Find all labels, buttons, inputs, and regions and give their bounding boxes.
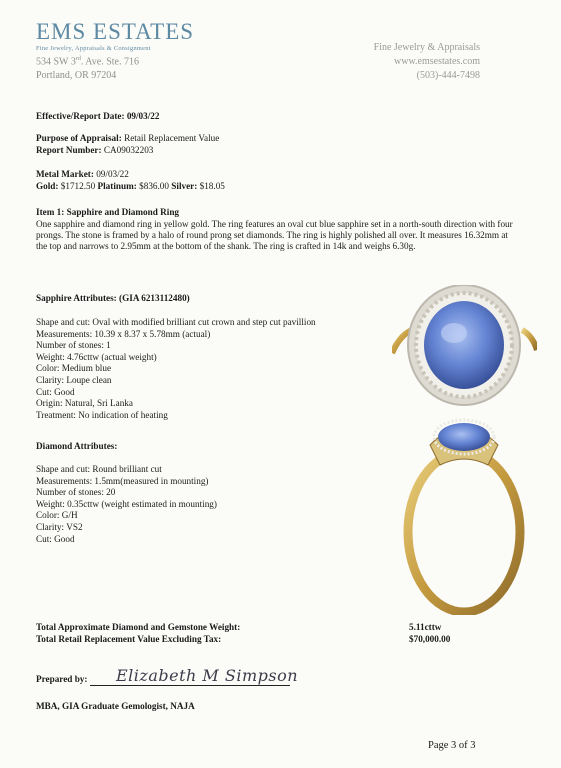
diamond-attribute: Clarity: VS2 [36, 522, 83, 532]
metal-market: Metal Market: 09/03/22 [36, 169, 129, 179]
prepared-by-label: Prepared by: [36, 674, 88, 684]
sapphire-attribute: Weight: 4.76cttw (actual weight) [36, 351, 157, 362]
page-number: Page 3 of 3 [428, 740, 476, 751]
header-phone: (503)-444-7498 [416, 70, 480, 81]
total-weight-value: 5.11cttw [409, 622, 442, 632]
sapphire-attribute: Clarity: Loupe clean [36, 375, 112, 385]
sapphire-attribute: Treatment: No indication of heating [36, 409, 168, 420]
diamond-attribute: Weight: 0.35cttw (weight estimated in mounting) [36, 498, 217, 509]
total-value-label: Total Retail Replacement Value Excluding Tax: [36, 634, 222, 644]
credentials: MBA, GIA Graduate Gemologist, NAJA [36, 701, 195, 711]
signature: Elizabeth M Simpson [116, 666, 299, 685]
diamond-attribute: Color: G/H [36, 510, 78, 521]
diamond-attribute: Cut: Good [36, 533, 75, 544]
sapphire-attribute: Color: Medium blue [36, 363, 112, 374]
signature-line [90, 685, 290, 686]
sapphire-heading: Sapphire Attributes: (GIA 6213112480) [36, 293, 190, 303]
header-website: www.emsestates.com [394, 56, 480, 67]
sapphire-attribute: Cut: Good [36, 386, 75, 397]
sapphire-attribute: Origin: Natural, Sri Lanka [36, 398, 133, 409]
report-number: Report Number: CA09032203 [36, 145, 154, 155]
total-weight-label: Total Approximate Diamond and Gemstone Weight: [36, 622, 241, 632]
sapphire-attribute: Measurements: 10.39 x 8.37 x 5.78mm (actual) [36, 328, 211, 339]
company-logo: EMS ESTATES [36, 19, 195, 44]
diamond-attribute: Measurements: 1.5mm(measured in mounting) [36, 475, 209, 486]
address-line-1: 534 SW 3rd. Ave. Ste. 716 [36, 56, 139, 68]
header-services: Fine Jewelry & Appraisals [373, 42, 480, 53]
company-tagline: Fine Jewelry, Appraisals & Consignment [36, 45, 151, 52]
diamond-heading: Diamond Attributes: [36, 441, 118, 451]
sapphire-attribute: Number of stones: 1 [36, 340, 111, 351]
total-value-value: $70,000.00 [409, 634, 451, 644]
ring-photo [392, 285, 537, 615]
address-line-2: Portland, OR 97204 [36, 70, 117, 81]
purpose: Purpose of Appraisal: Retail Replacement Value [36, 133, 220, 143]
metal-prices: Gold: $1712.50 Platinum: $836.00 Silver: $18.05 [36, 181, 225, 191]
diamond-attribute: Shape and cut: Round brilliant cut [36, 464, 162, 474]
item-title: Item 1: Sapphire and Diamond Ring [36, 207, 180, 217]
sapphire-attribute: Shape and cut: Oval with modified brilliant cut crown and step cut pavillion [36, 317, 316, 327]
item-description: One sapphire and diamond ring in yellow gold. The ring features an oval cut blue sapphire set in a north-south direction with four prongs. The stone is framed by a halo of round prong set diamonds. The ring is highly polished all over. It measures 16.32mm at the top and narrows to 2.95mm at the bottom of the shank. The ring is crafted in 14k and weighs 6.30g. [36, 219, 513, 251]
effective-date: Effective/Report Date: 09/03/22 [36, 111, 160, 121]
diamond-attribute: Number of stones: 20 [36, 487, 116, 498]
